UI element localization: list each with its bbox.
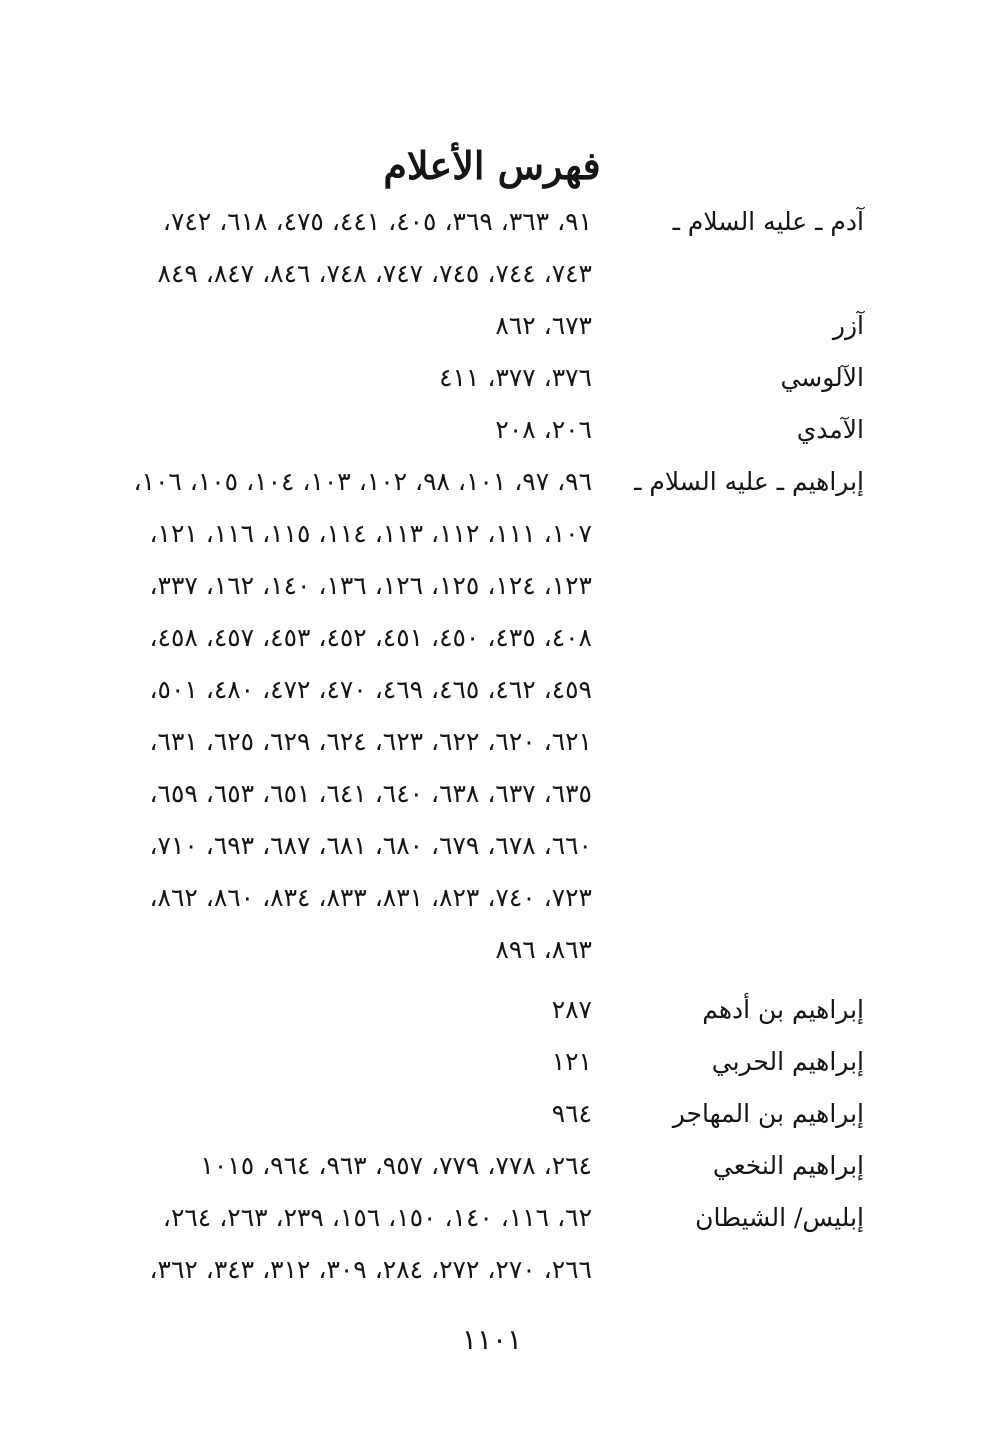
entry-name: إبراهيم الحربي [711, 1047, 864, 1076]
index-entry [0, 404, 984, 456]
entry-name: إبليس/ الشيطان [695, 1203, 864, 1232]
index-entry [0, 456, 984, 508]
entry-pages: ٢٦٦، ٢٧٠، ٢٧٢، ٢٨٤، ٣٠٩، ٣١٢، ٣٤٣، ٣٦٢، [149, 1255, 592, 1284]
page-number: ١١٠١ [461, 1323, 523, 1356]
entry-pages: ٩٦، ٩٧، ١٠١، ٩٨، ١٠٢، ١٠٣، ١٠٤، ١٠٥، ١٠٦، [133, 467, 592, 496]
entry-pages: ٣٧٦، ٣٧٧، ٤١١ [439, 363, 592, 392]
entry-name: آدم ـ عليه السلام ـ [672, 207, 864, 236]
entry-name: إبراهيم بن المهاجر [672, 1099, 864, 1128]
entry-pages: ٦٢، ١١٦، ١٤٠، ١٥٠، ١٥٦، ٢٣٩، ٢٦٣، ٢٦٤، [162, 1203, 592, 1232]
index-entry [0, 984, 984, 1036]
index-entry [0, 196, 984, 248]
entry-pages: ٢٠٦، ٢٠٨ [495, 415, 592, 444]
index-entry-continuation [0, 768, 984, 820]
index-entry [0, 1036, 984, 1088]
index-entry [0, 352, 984, 404]
entry-pages: ٦٣٥، ٦٣٧، ٦٣٨، ٦٤٠، ٦٤١، ٦٥١، ٦٥٣، ٦٥٩، [149, 779, 592, 808]
entry-pages: ١٢٣، ١٢٤، ١٢٥، ١٢٦، ١٣٦، ١٤٠، ١٦٢، ٣٣٧، [149, 571, 592, 600]
entry-pages: ٢٨٧ [551, 995, 592, 1024]
index-entry-continuation [0, 716, 984, 768]
entry-name: الآمدي [796, 415, 864, 444]
entry-pages: ٧٤٣، ٧٤٤، ٧٤٥، ٧٤٧، ٧٤٨، ٨٤٦، ٨٤٧، ٨٤٩ [157, 259, 592, 288]
index-entry-continuation [0, 820, 984, 872]
entry-name: إبراهيم بن أدهم [702, 995, 864, 1024]
entry-pages: ١٠٧، ١١١، ١١٢، ١١٣، ١١٤، ١١٥، ١١٦، ١٢١، [149, 519, 592, 548]
entry-name: آزر [832, 311, 864, 340]
index-entry-continuation [0, 248, 984, 300]
entry-name: الآلوسي [780, 363, 864, 392]
index-entry [0, 1192, 984, 1244]
index-entry [0, 300, 984, 352]
entry-pages: ٩١، ٣٦٣، ٣٦٩، ٤٠٥، ٤٤١، ٤٧٥، ٦١٨، ٧٤٢، [162, 207, 592, 236]
index-entry [0, 1088, 984, 1140]
index-entry-continuation [0, 612, 984, 664]
entry-pages: ٦٢١، ٦٢٠، ٦٢٢، ٦٢٣، ٦٢٤، ٦٢٩، ٦٢٥، ٦٣١، [149, 727, 592, 756]
entry-pages: ٦٧٣، ٨٦٢ [495, 311, 592, 340]
entry-pages: ١٢١ [551, 1047, 592, 1076]
index-entry-continuation [0, 508, 984, 560]
index-entry-continuation [0, 1244, 984, 1296]
index-entry-continuation [0, 924, 984, 976]
index-entry-continuation [0, 872, 984, 924]
page-title: فهرس الأعلام [383, 143, 601, 188]
entry-pages: ٤٠٨، ٤٣٥، ٤٥٠، ٤٥١، ٤٥٢، ٤٥٣، ٤٥٧، ٤٥٨، [149, 623, 592, 652]
entry-name: إبراهيم ـ عليه السلام ـ [634, 467, 864, 496]
entry-pages: ٨٦٣، ٨٩٦ [495, 935, 592, 964]
entry-pages: ٦٦٠، ٦٧٨، ٦٧٩، ٦٨٠، ٦٨١، ٦٨٧، ٦٩٣، ٧١٠، [149, 831, 592, 860]
entry-pages: ٧٢٣، ٧٤٠، ٨٢٣، ٨٣١، ٨٣٣، ٨٣٤، ٨٦٠، ٨٦٢، [149, 883, 592, 912]
entry-pages: ٩٦٤ [551, 1099, 592, 1128]
entry-pages: ٤٥٩، ٤٦٢، ٤٦٥، ٤٦٩، ٤٧٠، ٤٧٢، ٤٨٠، ٥٠١، [149, 675, 592, 704]
entry-name: إبراهيم النخعي [712, 1151, 864, 1180]
entry-pages: ٢٦٤، ٧٧٨، ٧٧٩، ٩٥٧، ٩٦٣، ٩٦٤، ١٠١٥ [200, 1151, 592, 1180]
index-entry-continuation [0, 560, 984, 612]
index-entry-continuation [0, 664, 984, 716]
index-entry [0, 1140, 984, 1192]
